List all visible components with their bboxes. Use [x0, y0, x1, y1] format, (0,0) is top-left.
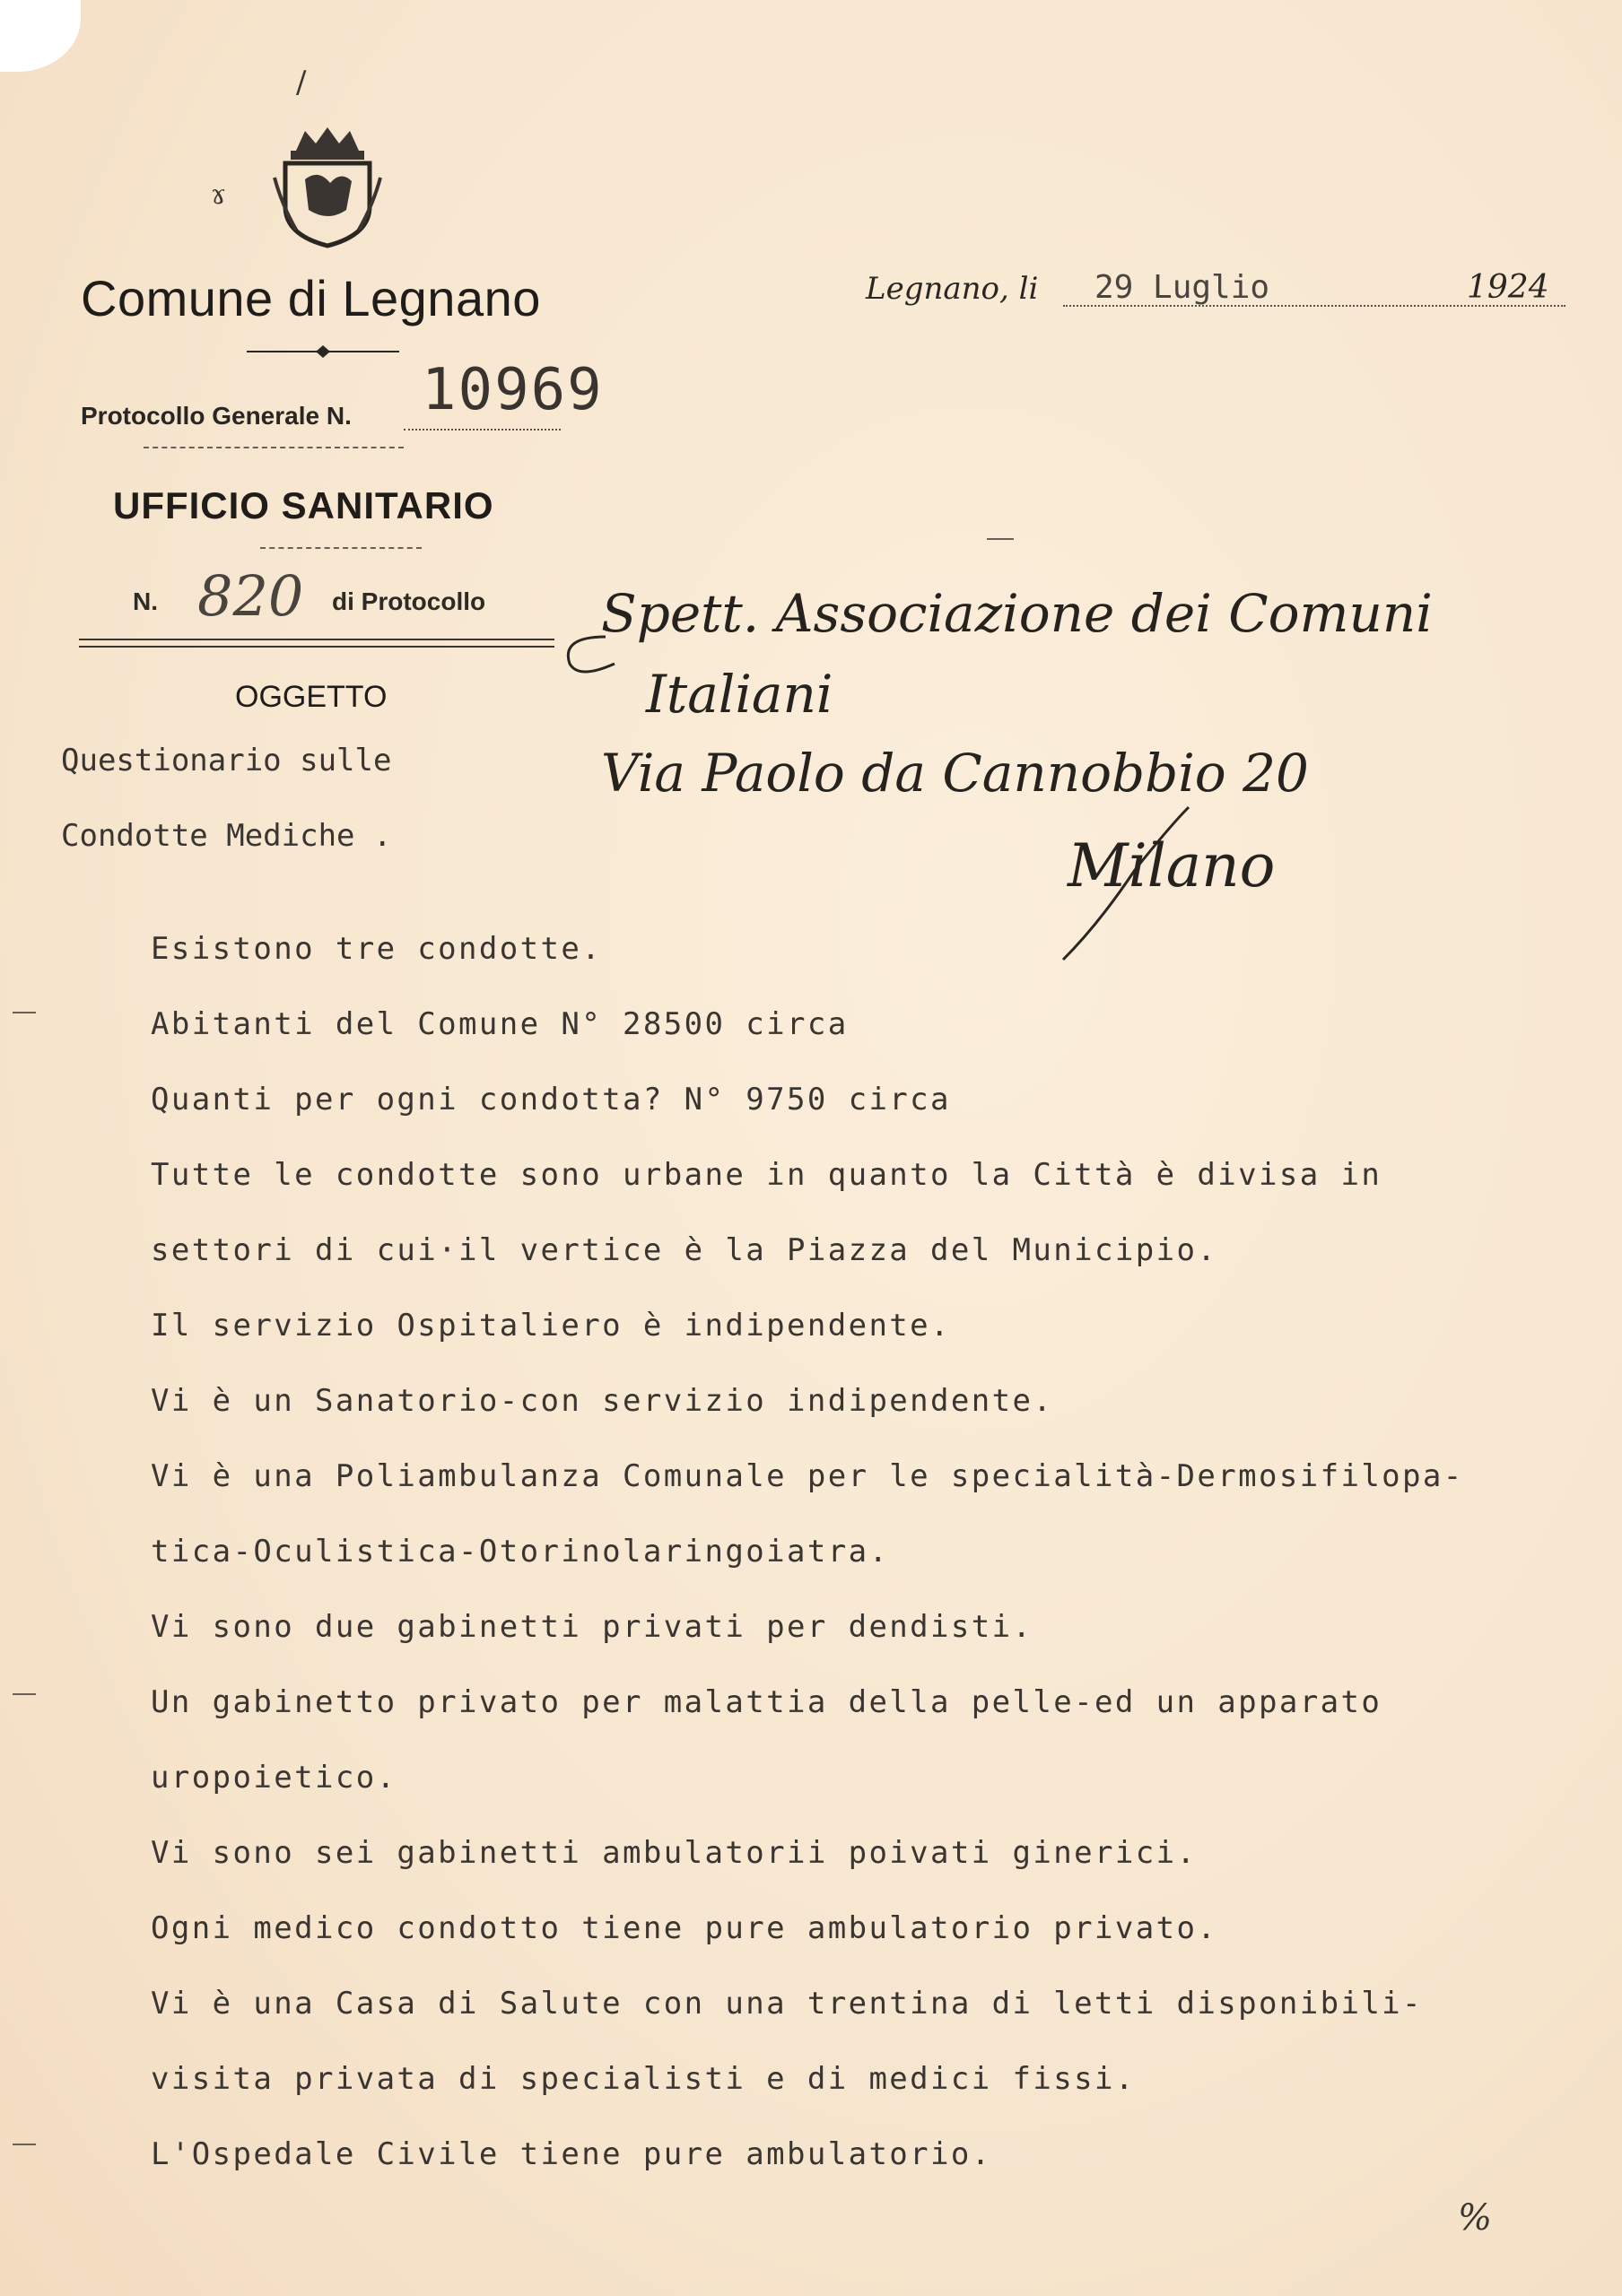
municipality-name: Comune di Legnano [81, 270, 541, 326]
body-line: Vi sono sei gabinetti ambulatorii poivati ginerici. [151, 1835, 1198, 1871]
body-line: Il servizio Ospitaliero è indipendente. [151, 1308, 951, 1344]
addressee-line: Via Paolo da Cannobbio 20 [601, 743, 1309, 804]
office-protocol-suffix: di Protocollo [332, 587, 486, 615]
body-line: Un gabinetto privato per malattia della pelle-ed un apparato [151, 1684, 1382, 1720]
margin-tick [13, 2144, 36, 2145]
body-line: visita privata di specialisti e di medici fissi. [151, 2061, 1136, 2097]
body-line: Quanti per ogni condotta? N° 9750 circa [151, 1082, 951, 1118]
pencil-mark: / [296, 65, 307, 100]
dashed-separator-2 [260, 547, 422, 549]
body-line: Abitanti del Comune N° 28500 circa [151, 1006, 849, 1042]
body-line: uropoietico. [151, 1760, 397, 1796]
date-year: 1924 [1467, 269, 1549, 306]
body-line: Esistono tre condotte. [151, 931, 603, 967]
office-name: UFFICIO SANITARIO [113, 484, 494, 526]
body-line: settori di cui·il vertice è la Piazza del Municipio. [151, 1232, 1218, 1268]
addressee-line: Spett. Associazione dei Comuni [601, 583, 1433, 644]
body-line: tica-Oculistica-Otorinolaringoiatra. [151, 1534, 890, 1570]
page-mark: % [1458, 2197, 1493, 2239]
body-line: Vi è un Sanatorio-con servizio indipendente. [151, 1383, 1054, 1419]
date-place: Legnano, li [866, 271, 1039, 307]
dashed-separator [144, 447, 404, 448]
ink-mark: ɤ [211, 179, 226, 211]
body-line: Vi è una Casa di Salute con una trentina di letti disponibili- [151, 1986, 1423, 2022]
protocol-dotted-line [404, 429, 561, 430]
ornament-divider [247, 344, 399, 359]
body-line: L'Ospedale Civile tiene pure ambulatorio. [151, 2136, 992, 2172]
body-line: Ogni medico condotto tiene pure ambulatorio privato. [151, 1910, 1218, 1946]
body-line: Vi è una Poliambulanza Comunale per le specialità-Dermosifilopa- [151, 1458, 1464, 1494]
coat-of-arms-icon [269, 124, 386, 249]
office-protocol-number: 820 [197, 563, 304, 629]
office-protocol-prefix: N. [133, 587, 158, 615]
subject-label: OGGETTO [235, 680, 388, 714]
protocol-number: 10969 [422, 357, 604, 423]
addressee-city: Milano [1068, 831, 1276, 900]
subject-line: Condotte Mediche . [61, 818, 392, 854]
protocol-label: Protocollo Generale N. [81, 402, 352, 430]
body-line: Vi sono due gabinetti privati per dendisti. [151, 1609, 1033, 1645]
addressee-line: Italiani [646, 664, 833, 725]
double-rule-divider [79, 639, 554, 648]
margin-tick [13, 1012, 36, 1013]
date-day-month: 29 Luglio [1094, 269, 1270, 306]
subject-line: Questionario sulle [61, 743, 392, 778]
body-line: Tutte le condotte sono urbane in quanto la Città è divisa in [151, 1157, 1382, 1193]
margin-tick [987, 538, 1014, 540]
margin-tick [13, 1693, 36, 1695]
